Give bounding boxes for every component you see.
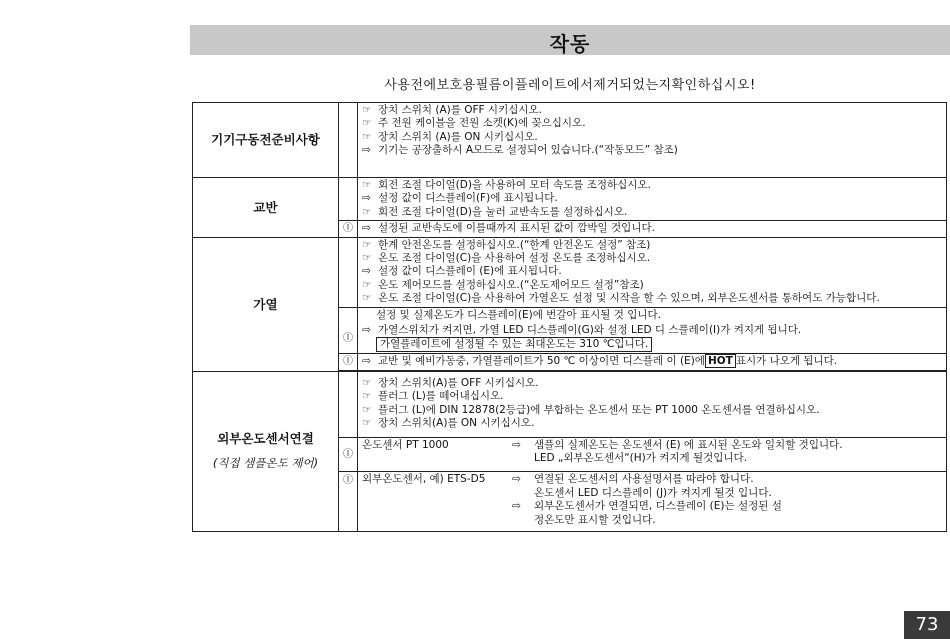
arrow-icon: ⇨ <box>362 192 371 205</box>
ets-sensor: 외부온도센서, 예) ETS-D5 <box>362 473 486 486</box>
arrow-icon: ⇨ <box>362 265 371 278</box>
info-icon: Ⓘ <box>339 354 358 370</box>
film-notice: 사용전에보호용필름이플레이트에서제거되었는지확인하십시오! <box>384 78 756 93</box>
arrow-icon: ⇨ <box>362 324 371 337</box>
pt1000-info <box>358 437 947 472</box>
list-item: ☞ 장치 스위치 (A)를 ON 시키십시오. <box>362 130 538 143</box>
arrow-icon: ⇨ <box>512 500 521 513</box>
list-item: ☞ 플러그 (L)에 DIN 12878(2등급)에 부합하는 온도센서 또는 PT 1000 온도센서를 연결하십시오. <box>362 403 820 416</box>
hand-icon: ☞ <box>362 390 372 403</box>
list-item: ⇨ 교반 및 예비가동중, 가열플레이트가 50 ℃ 이상이면 디스플레 이 (E)에 HOT 표시가 나오게 됩니다. <box>362 355 838 368</box>
title-bar <box>190 25 950 55</box>
hand-icon: ☞ <box>362 252 372 265</box>
arrow-icon: ⇨ <box>512 438 521 451</box>
pt1000-line: 샘플의 실제온도는 온도센서 (E) 에 표시된 온도와 일치할 것입니다. <box>534 438 843 451</box>
hand-icon: ☞ <box>362 130 372 143</box>
page-number: 73 <box>904 611 950 639</box>
icon-col <box>339 178 358 221</box>
hand-icon: ☞ <box>362 376 372 389</box>
icon-col <box>339 103 358 178</box>
row-prep <box>193 103 947 178</box>
list-item <box>362 337 942 352</box>
hot-indicator: HOT <box>705 354 736 368</box>
label-prep: 기기구동전준비사항 <box>193 103 339 178</box>
label-heat: 가열 <box>193 237 339 371</box>
list-item: ☞ 장치 스위치(A)를 OFF 시키십시오. <box>362 376 539 389</box>
list-item: ⇨ 기기는 공장출하시 A모드로 설정되어 있습니다.(“작동모드” 참조) <box>362 144 678 157</box>
hand-icon: ☞ <box>362 292 372 305</box>
ext-body <box>358 371 947 437</box>
prep-body <box>358 103 947 178</box>
hand-icon: ☞ <box>362 417 372 430</box>
heat-info4 <box>358 354 947 370</box>
page-title: 작동 <box>549 32 591 56</box>
arrow-icon: ⇨ <box>362 222 371 235</box>
stir-info <box>358 221 947 237</box>
icon-col <box>339 237 358 307</box>
list-item: ☞ 한계 안전온도를 설정하십시오.(“한계 안전온도 설정” 참조) <box>362 238 651 251</box>
pt1000-sensor: 온도센서 PT 1000 <box>362 438 449 451</box>
heat-info1 <box>358 307 947 323</box>
hand-icon: ☞ <box>362 179 372 191</box>
hand-icon: ☞ <box>362 238 372 251</box>
ets-info <box>358 472 947 532</box>
list-item: ☞ 플러그 (L)를 떼어내십시오. <box>362 390 504 403</box>
list-item: ⇨ 설정된 교반속도에 이를때까지 표시된 값이 깜박일 것입니다. <box>362 222 655 235</box>
ext-subtitle: (직접 샘플온도 제어) <box>212 456 319 471</box>
list-item: ☞ 온도 제어모드를 설정하십시오.(“온도제어모드 설정”참조) <box>362 278 644 291</box>
row-ext <box>193 371 947 437</box>
list-item: ☞ 주 전원 케이블을 전원 소켓(K)에 꽂으십시오. <box>362 117 586 130</box>
operation-table <box>192 102 947 532</box>
max-temp-note: 가열플레이트에 설정될 수 있는 최대온도는 310 ℃입니다. <box>376 337 652 352</box>
hand-icon: ☞ <box>362 278 372 291</box>
arrow-icon: ⇨ <box>512 473 521 486</box>
list-item: ☞ 장치 스위치(A)를 ON 시키십시오. <box>362 417 535 430</box>
list-item: ☞ 회전 조절 다이얼(D)을 눌러 교반속도를 설정하십시오. <box>362 205 628 218</box>
list-item: ☞ 장치 스위치 (A)를 OFF 시키십시오. <box>362 104 542 116</box>
list-item: ☞ 회전 조절 다이얼(D)을 사용하여 모터 속도를 조정하십시오. <box>362 179 651 191</box>
list-item: ⇨ 설정 값이 디스플레이(F)에 표시됩니다. <box>362 192 558 205</box>
label-stir: 교반 <box>193 178 339 238</box>
hand-icon: ☞ <box>362 104 372 116</box>
hand-icon: ☞ <box>362 205 372 218</box>
row-heat <box>193 237 947 307</box>
arrow-col <box>512 473 534 527</box>
info-icon: Ⓘ <box>339 221 358 237</box>
icon-col <box>339 307 358 323</box>
ext-title: 외부온도센서연결 <box>217 431 314 446</box>
heat-body <box>358 237 947 307</box>
pt1000-line: LED „외부온도센서“(H)가 켜지게 될것입니다. <box>534 451 748 464</box>
hand-icon: ☞ <box>362 117 372 130</box>
ets-line: 온도센서 LED 디스플레이 (J)가 켜지게 될것 입니다. <box>534 486 772 499</box>
icon-col <box>339 371 358 437</box>
ets-line: 연결된 온도센서의 사용설명서를 따라야 합니다. <box>534 473 754 486</box>
list-item: ☞ 온도 조절 다이얼(C)을 사용하여 가열온도 설정 및 시작을 할 수 있으며, 외부온도센서를 통하여도 가능합니다. <box>362 292 880 305</box>
ets-line: 정온도만 표시할 것입니다. <box>534 513 656 526</box>
label-ext <box>193 371 339 531</box>
list-item: ⇨ 설정 값이 디스플레이 (E)에 표시됩니다. <box>362 265 562 278</box>
list-item: ⇨ 가열스위치가 켜지면, 가열 LED 디스플레이(G)와 설정 LED 디 스플레이(I)가 켜지게 됩니다. <box>362 324 802 337</box>
heat-info2 <box>358 323 947 354</box>
arrow-icon: ⇨ <box>362 144 371 157</box>
ets-line: 외부온도센서가 연결되면, 디스플레이 (E)는 설정된 설 <box>534 500 782 513</box>
arrow-icon: ⇨ <box>362 355 371 368</box>
info-icon: Ⓘ <box>339 472 358 532</box>
info-icon: Ⓘ <box>339 437 358 472</box>
display-alternate-note: 설정 및 실제온도가 디스플레이(E)에 번갈아 표시될 것 입니다. <box>376 308 661 321</box>
row-stir <box>193 178 947 221</box>
info-icon: Ⓘ <box>339 323 358 354</box>
hand-icon: ☞ <box>362 403 372 416</box>
stir-body <box>358 178 947 221</box>
list-item: ☞ 온도 조절 다이얼(C)을 사용하여 설정 온도를 조정하십시오. <box>362 252 651 265</box>
